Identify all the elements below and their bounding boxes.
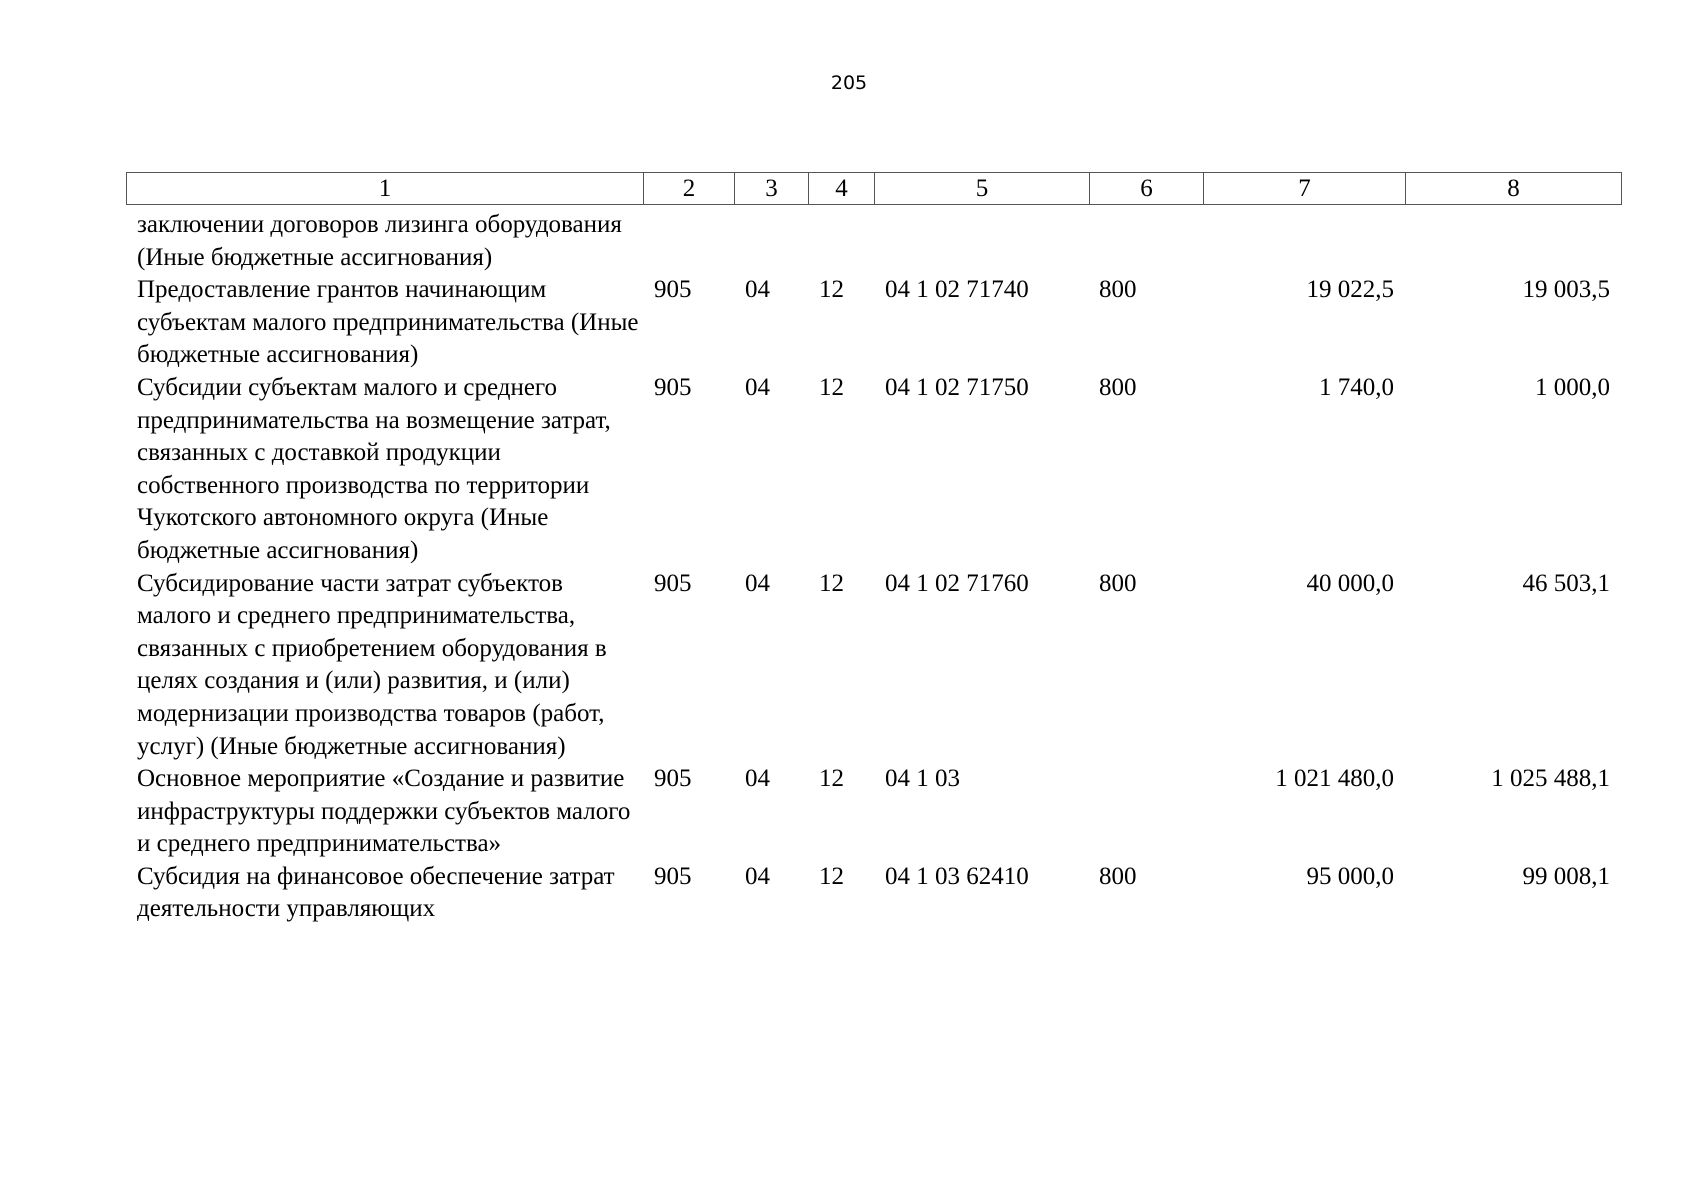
- row-subsection: 12: [819, 765, 844, 793]
- row-target-article: 04 1 03 62410: [885, 862, 1029, 890]
- row-section: 04: [745, 569, 770, 597]
- row-section: [734, 209, 808, 274]
- table-row: [126, 861, 1621, 926]
- row-target-article: 04 1 03: [885, 765, 960, 793]
- row-subsection: 12: [819, 276, 844, 304]
- row-subsection: 12: [819, 569, 844, 597]
- row-amount-year-2: 1 025 488,1: [1491, 765, 1610, 793]
- row-name: заключении договоров лизинга оборудования (Иные бюджетные ассигнования): [137, 211, 622, 271]
- table-row: [126, 568, 1621, 764]
- row-expense-type: 800: [1099, 862, 1137, 890]
- row-chapter: 905: [654, 276, 692, 304]
- header-col-7: 7: [1204, 173, 1406, 205]
- header-col-4: 4: [809, 173, 875, 205]
- row-target-article: 04 1 02 71750: [885, 373, 1029, 401]
- row-amount-year-2: 46 503,1: [1522, 569, 1610, 597]
- row-chapter: 905: [654, 569, 692, 597]
- header-col-8: 8: [1406, 173, 1622, 205]
- header-col-6: 6: [1090, 173, 1204, 205]
- header-col-3: 3: [735, 173, 809, 205]
- budget-table: [126, 209, 1621, 926]
- row-name: Субсидии субъектам малого и среднего предпринимательства на возмещение затрат, связанных с доставкой продукции собственного производства по территории Чукотского автономного округа (Иные бюджетные ассигнования): [137, 373, 611, 564]
- row-target-article: 04 1 02 71740: [885, 276, 1029, 304]
- row-expense-type: 800: [1099, 276, 1137, 304]
- row-subsection: 12: [819, 373, 844, 401]
- table-row: [126, 209, 1621, 274]
- row-name: Основное мероприятие «Создание и развитие инфраструктуры поддержки субъектов малого и среднего предпринимательства»: [137, 765, 631, 858]
- row-amount-year-1: 1 021 480,0: [1275, 765, 1394, 793]
- header-col-1: 1: [127, 173, 644, 205]
- row-amount-year-2: [1405, 209, 1621, 274]
- row-expense-type: 800: [1099, 373, 1137, 401]
- row-amount-year-1: 1 740,0: [1319, 373, 1394, 401]
- row-section: 04: [745, 276, 770, 304]
- row-subsection: 12: [819, 862, 844, 890]
- row-expense-type: 800: [1099, 569, 1137, 597]
- header-col-5: 5: [875, 173, 1090, 205]
- row-amount-year-2: 1 000,0: [1535, 373, 1610, 401]
- table-row: [126, 763, 1621, 861]
- table-body: [126, 209, 1621, 926]
- row-chapter: 905: [654, 373, 692, 401]
- header-col-2: 2: [644, 173, 735, 205]
- row-chapter: [643, 209, 734, 274]
- table-row: [126, 372, 1621, 568]
- row-name: Субсидия на финансовое обеспечение затрат деятельности управляющих: [137, 862, 615, 923]
- table-row: [126, 274, 1621, 372]
- row-target-article: [874, 209, 1089, 274]
- row-amount-year-2: 99 008,1: [1522, 862, 1610, 890]
- row-expense-type: [1089, 763, 1203, 861]
- row-chapter: 905: [654, 765, 692, 793]
- row-amount-year-1: 40 000,0: [1306, 569, 1394, 597]
- row-target-article: 04 1 02 71760: [885, 569, 1029, 597]
- page-number: 205: [830, 72, 868, 94]
- row-name: Предоставление грантов начинающим субъектам малого предпринимательства (Иные бюджетные ассигнования): [137, 276, 639, 369]
- row-name: Субсидирование части затрат субъектов малого и среднего предпринимательства, связанных с приобретением оборудования в целях создания и (или) развития, и (или) модернизации производства товаров (работ, услуг) (Иные бюджетные ассигнования): [137, 569, 607, 760]
- column-number-header: [126, 172, 1622, 205]
- row-amount-year-2: 19 003,5: [1522, 276, 1610, 304]
- row-amount-year-1: 95 000,0: [1306, 862, 1394, 890]
- row-section: 04: [745, 862, 770, 890]
- row-chapter: 905: [654, 862, 692, 890]
- row-section: 04: [745, 373, 770, 401]
- row-section: 04: [745, 765, 770, 793]
- row-subsection: [808, 209, 874, 274]
- row-expense-type: [1089, 209, 1203, 274]
- row-amount-year-1: [1203, 209, 1405, 274]
- row-amount-year-1: 19 022,5: [1306, 276, 1394, 304]
